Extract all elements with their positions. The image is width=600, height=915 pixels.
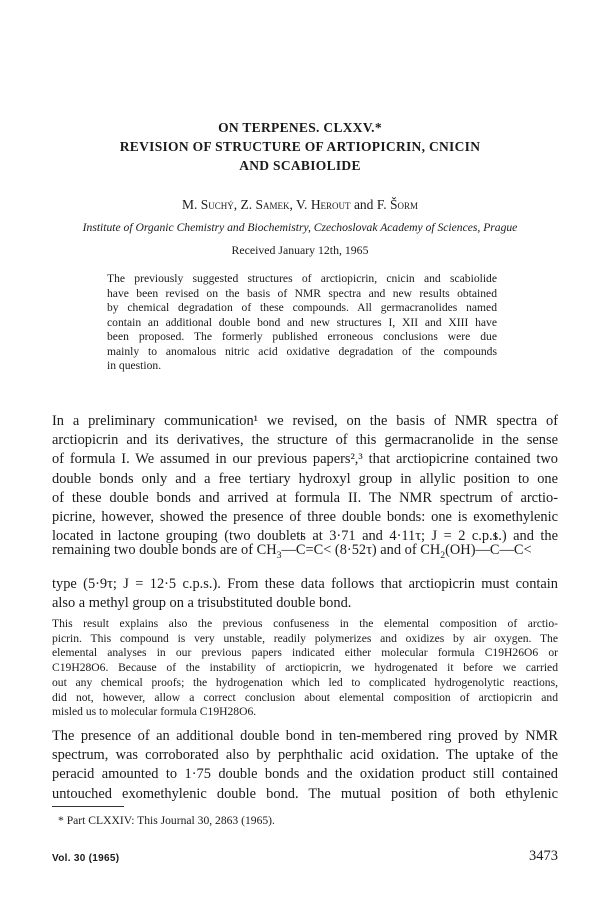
abstract [107, 272, 497, 374]
body-line: untouched exomethylenic double bond. The mutual position of both ethylenic [52, 785, 558, 802]
body-line: arctiopicrin and its derivatives, the structure of this germacranolide in the sense [52, 432, 558, 449]
note-line: elemental analyses in our previous papers indicated either molecular formula C19H26O6 or [52, 646, 558, 660]
chem-text: — [281, 542, 296, 558]
body-line: of these double bonds and arrived at formula II. The NMR spectrum of arctio- [52, 489, 558, 506]
abstract-line: been proposed. The formerly published erroneous conclusions were due [107, 330, 497, 343]
title-line-3: AND SCABIOLIDE [239, 158, 361, 173]
page-number: 3473 [529, 848, 558, 864]
received-date: Received January 12th, 1965 [231, 243, 369, 257]
body-paragraph-1 [52, 412, 558, 546]
abstract-line: have been revised on the basis of NMR spectra and new results obtained [107, 286, 497, 300]
author-initial: M. [181, 197, 201, 212]
journal-reference: Vol. 30 (1965) [52, 853, 120, 864]
body-line: located in lactone grouping (two doublets at 3·71 and 4·11τ; J = 2 c.p.s.) and the [52, 528, 558, 545]
body-line: peracid amounted to 1·75 double bonds and the oxidation product still contained [52, 766, 558, 783]
note-line: did not, however, allow a correct conclusion about elemental composition of arctiopicrin and [52, 690, 558, 704]
chem-subscript: 2 [440, 549, 446, 561]
chem-substituent-carbon: C [296, 541, 306, 560]
chem-text: remaining two double bonds are of CH [52, 542, 277, 558]
abstract-line: mainly to anomalous nitric acid oxidative degradation of the compounds [107, 344, 497, 358]
chem-substituent-carbon: C [490, 541, 500, 560]
note-paragraph [52, 617, 558, 720]
author-name: Šorm [390, 197, 419, 212]
chem-text: =C< (8·52τ) and of CH [305, 542, 441, 558]
body-line: The presence of an additional double bond in ten-membered ring proved by NMR [52, 728, 558, 744]
author-name: Samek [255, 197, 290, 212]
authors: M. Suchý, Z. Samek, V. Herout and F. Šorm [181, 197, 419, 212]
chem-subscript: 3 [276, 549, 282, 561]
abstract-line: by chemical degradation of these compounds. All germacranolides named [107, 301, 497, 314]
body-paragraph-2 [52, 575, 558, 613]
body-line: also a methyl group on a trisubstituted double bond. [52, 595, 352, 612]
body-line: double bonds only and a free tertiary hydroxyl group in allylic position to one [52, 470, 558, 487]
abstract-line: The previously suggested structures of arctiopicrin, cnicin and scabiolide [107, 272, 497, 285]
title-line-1: ON TERPENES. CLXXV.* [218, 120, 382, 135]
author-initial: F. [376, 197, 390, 212]
author-name: Herout [310, 197, 351, 212]
author-initial: Z. [240, 197, 256, 212]
body-line: picrine, however, showed the presence of three double bonds: one is exomethylenic [52, 509, 558, 526]
author-initial: V. [296, 197, 311, 212]
author-conjunction: and [350, 197, 377, 212]
abstract-line: contain an additional double bond and new structures I, XII and XIII have [107, 315, 497, 329]
body-line: type (5·9τ; J = 12·5 c.p.s.). From these data follows that arctiopicrin must contain [52, 576, 558, 592]
footnote-divider [52, 806, 124, 807]
body-line: spectrum, was corroborated also by perphthalic acid oxidation. The uptake of the [52, 747, 558, 764]
abstract-line: in question. [107, 359, 162, 372]
footnote: * Part CLXXIV: This Journal 30, 2863 (1965). [58, 814, 275, 827]
body-paragraph-3 [52, 727, 558, 804]
note-line: out any chemical proofs; the hydrogenation which led to complicated hydrogenolytic reactions, [52, 675, 558, 689]
note-line: This result explains also the previous confuseness in the elemental composition of arctio- [52, 617, 558, 630]
body-line: of formula I. We assumed in our previous papers²,³ that arctiopicrine contained two [52, 451, 558, 468]
affiliation: Institute of Organic Chemistry and Biochemistry, Czechoslovak Academy of Sciences, Prague [82, 221, 518, 234]
note-line: C19H28O6. Because of the instability of arctiopicrin, we hydrogenated it before we carried [52, 661, 558, 675]
note-line: picrin. This compound is very unstable, readily polymerizes and oxidizes by air oxygen. The [52, 631, 558, 645]
body-line: In a preliminary communication¹ we revised, on the basis of NMR spectra of [52, 413, 558, 429]
note-line: misled us to molecular formula C19H28O6. [52, 705, 257, 719]
chemical-formula-line [52, 541, 558, 565]
author-name: Suchý [200, 197, 234, 212]
chem-text: (OH)— [445, 542, 490, 558]
chem-text: —C< [499, 542, 532, 558]
title-line-2: REVISION OF STRUCTURE OF ARTIOPICRIN, CNICIN [119, 139, 481, 154]
